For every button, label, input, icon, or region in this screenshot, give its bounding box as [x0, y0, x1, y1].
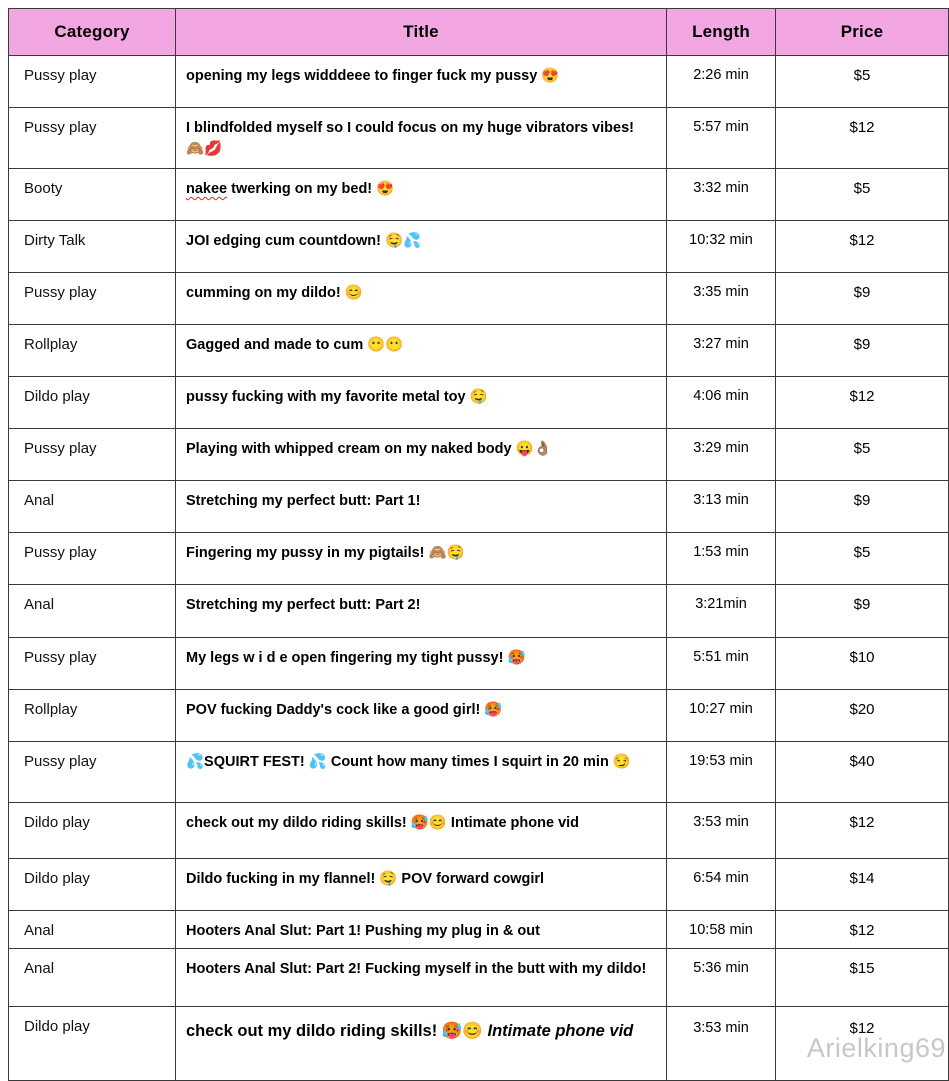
title-cell	[176, 56, 667, 108]
title-segment: I blindfolded myself so I could focus on my huge vibrators vibes! 🙈💋	[186, 120, 634, 158]
table-row	[9, 56, 949, 108]
title-segment: Hooters Anal Slut: Part 2! Fucking myself in the butt with my dildo!	[186, 961, 647, 978]
category-cell: Pussy play	[9, 56, 176, 108]
category-cell: Pussy play	[9, 533, 176, 585]
length-cell: 19:53 min	[667, 742, 776, 803]
category-cell: Anal	[9, 949, 176, 1007]
table-row	[9, 638, 949, 690]
title-segment: Fingering my pussy in my pigtails! 🙈🤤	[186, 545, 465, 561]
category-cell: Pussy play	[9, 108, 176, 169]
price-cell: $12	[776, 377, 949, 429]
length-cell: 3:21min	[667, 585, 776, 638]
table-row	[9, 690, 949, 742]
title-segment: check out my dildo riding skills! 🥵😊	[186, 1022, 488, 1041]
title-segment: Gagged and made to cum 😶😶	[186, 337, 404, 353]
length-cell: 3:29 min	[667, 429, 776, 481]
price-cell: $12	[776, 1007, 949, 1081]
price-cell: $5	[776, 56, 949, 108]
price-cell: $20	[776, 690, 949, 742]
price-cell: $9	[776, 481, 949, 533]
length-cell: 3:32 min	[667, 169, 776, 221]
title-cell	[176, 859, 667, 911]
category-cell: Rollplay	[9, 690, 176, 742]
length-cell: 1:53 min	[667, 533, 776, 585]
category-cell: Pussy play	[9, 273, 176, 325]
table-row	[9, 377, 949, 429]
price-cell: $14	[776, 859, 949, 911]
price-cell: $12	[776, 221, 949, 273]
length-cell: 3:53 min	[667, 803, 776, 859]
table-row	[9, 169, 949, 221]
title-cell	[176, 429, 667, 481]
price-cell: $15	[776, 949, 949, 1007]
length-cell: 10:32 min	[667, 221, 776, 273]
title-segment: Intimate phone vid	[487, 1022, 634, 1041]
price-cell: $9	[776, 585, 949, 638]
price-cell: $9	[776, 325, 949, 377]
price-cell: $10	[776, 638, 949, 690]
title-segment: opening my legs widddeee to finger fuck my pussy 😍	[186, 68, 560, 84]
title-cell	[176, 949, 667, 1007]
table-row	[9, 108, 949, 169]
length-cell: 10:58 min	[667, 911, 776, 949]
watermark: Arielking69	[806, 1033, 946, 1063]
length-cell: 5:51 min	[667, 638, 776, 690]
column-header-title: Title	[176, 9, 667, 56]
category-cell: Anal	[9, 585, 176, 638]
price-cell: $40	[776, 742, 949, 803]
category-cell: Pussy play	[9, 429, 176, 481]
title-cell	[176, 690, 667, 742]
column-header-length: Length	[667, 9, 776, 56]
price-cell: $5	[776, 429, 949, 481]
category-cell: Dildo play	[9, 377, 176, 429]
category-cell: Dirty Talk	[9, 221, 176, 273]
table-row	[9, 859, 949, 911]
title-cell	[176, 1007, 667, 1081]
table-row	[9, 273, 949, 325]
title-segment: Playing with whipped cream on my naked body 😛👌🏽	[186, 441, 552, 457]
title-segment: POV fucking Daddy's cock like a good girl! 🥵	[186, 702, 503, 718]
table-row	[9, 325, 949, 377]
length-cell: 10:27 min	[667, 690, 776, 742]
category-cell: Dildo play	[9, 1007, 176, 1081]
title-cell	[176, 911, 667, 949]
title-cell	[176, 273, 667, 325]
table-row	[9, 429, 949, 481]
title-segment: Dildo fucking in my flannel! 🤤 POV forward cowgirl	[186, 871, 545, 887]
title-cell	[176, 638, 667, 690]
table-row	[9, 742, 949, 803]
title-segment: cumming on my dildo! 😊	[186, 285, 363, 301]
table-row	[9, 585, 949, 638]
title-segment: pussy fucking with my favorite metal toy 🤤	[186, 389, 488, 405]
table-row	[9, 949, 949, 1007]
column-header-price: Price	[776, 9, 949, 56]
length-cell: 5:57 min	[667, 108, 776, 169]
length-cell: 3:53 min	[667, 1007, 776, 1081]
title-cell	[176, 169, 667, 221]
length-cell: 3:27 min	[667, 325, 776, 377]
price-table	[8, 8, 949, 1081]
header-row	[9, 9, 949, 56]
category-cell: Rollplay	[9, 325, 176, 377]
title-segment: check out my dildo riding skills! 🥵😊 Intimate phone vid	[186, 815, 580, 831]
title-segment: 💦SQUIRT FEST! 💦 Count how many times I squirt in 20 min 😏	[186, 754, 631, 770]
table-row	[9, 481, 949, 533]
title-cell	[176, 325, 667, 377]
table-header	[9, 9, 949, 56]
category-cell: Dildo play	[9, 859, 176, 911]
title-segment: nakee	[186, 181, 228, 197]
length-cell: 5:36 min	[667, 949, 776, 1007]
price-cell: $12	[776, 108, 949, 169]
length-cell: 6:54 min	[667, 859, 776, 911]
title-cell	[176, 481, 667, 533]
length-cell: 4:06 min	[667, 377, 776, 429]
price-cell: $9	[776, 273, 949, 325]
title-segment: twerking on my bed! 😍	[227, 181, 395, 197]
category-cell: Booty	[9, 169, 176, 221]
title-cell	[176, 585, 667, 638]
length-cell: 3:35 min	[667, 273, 776, 325]
column-header-category: Category	[9, 9, 176, 56]
price-cell: $12	[776, 803, 949, 859]
length-cell: 3:13 min	[667, 481, 776, 533]
title-cell	[176, 108, 667, 169]
category-cell: Dildo play	[9, 803, 176, 859]
category-cell: Anal	[9, 481, 176, 533]
title-cell	[176, 377, 667, 429]
title-cell	[176, 803, 667, 859]
title-segment: Stretching my perfect butt: Part 2!	[186, 597, 421, 613]
category-cell: Anal	[9, 911, 176, 949]
price-cell: $5	[776, 169, 949, 221]
price-cell: $5	[776, 533, 949, 585]
length-cell: 2:26 min	[667, 56, 776, 108]
table-row	[9, 533, 949, 585]
title-segment: Hooters Anal Slut: Part 1! Pushing my plug in & out	[186, 923, 540, 939]
title-segment: My legs w i d e open fingering my tight pussy! 🥵	[186, 650, 526, 666]
category-cell: Pussy play	[9, 638, 176, 690]
title-cell	[176, 221, 667, 273]
category-cell: Pussy play	[9, 742, 176, 803]
table-row	[9, 221, 949, 273]
title-cell	[176, 742, 667, 803]
title-cell	[176, 533, 667, 585]
title-segment: JOI edging cum countdown! 🤤💦	[186, 233, 422, 249]
title-segment: Stretching my perfect butt: Part 1!	[186, 493, 421, 509]
table-row	[9, 911, 949, 949]
table-row	[9, 803, 949, 859]
price-cell: $12	[776, 911, 949, 949]
